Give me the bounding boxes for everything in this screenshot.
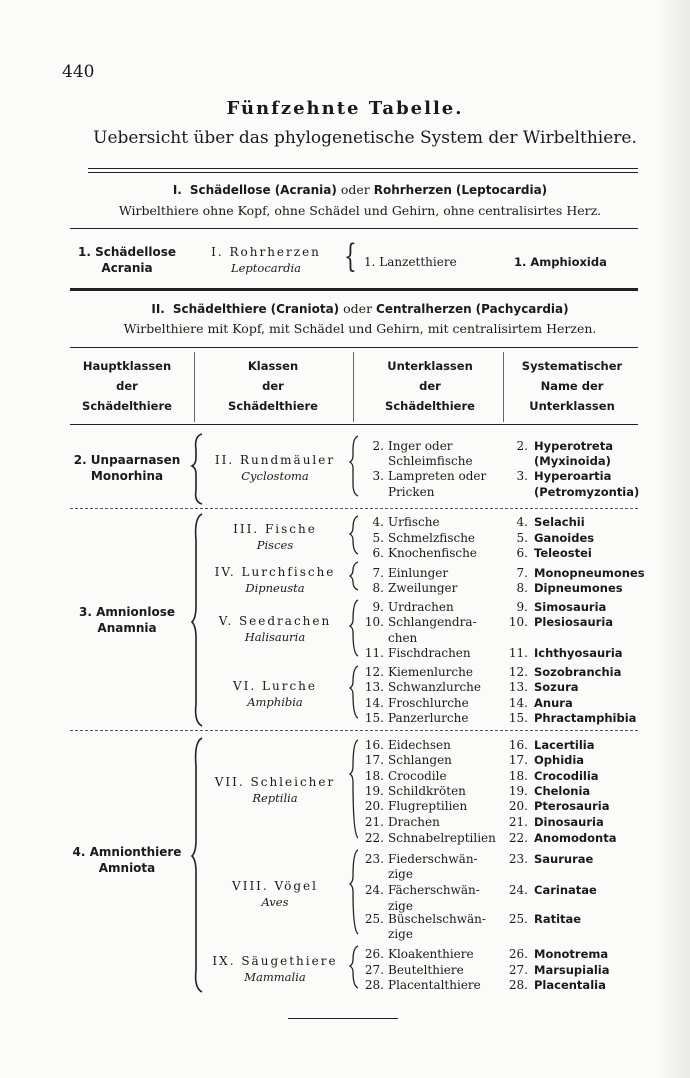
subclass-number: 9. xyxy=(372,600,384,614)
subclass-number: 28. xyxy=(364,978,384,992)
system-name: (Petromyzontia) xyxy=(534,485,640,499)
class-pisces xyxy=(198,521,352,553)
system-number: 4. xyxy=(516,515,528,529)
section2-name-la: (Craniota) xyxy=(270,302,340,316)
subclass-name: Pricken xyxy=(388,485,435,499)
group-amniota xyxy=(62,844,192,876)
system-name: Hyperoartia xyxy=(534,469,612,483)
section1-alt-de: Rohrherzen xyxy=(373,183,452,197)
subclass-name: Schnabelreptilien xyxy=(388,831,496,845)
subclass-number: 18. xyxy=(364,769,384,783)
system-number: 25. xyxy=(508,912,528,926)
header-line: Klassen xyxy=(247,359,299,373)
system-number: 14. xyxy=(508,696,528,710)
system-name: Ganoides xyxy=(534,531,595,545)
system-name: Hyperotreta xyxy=(534,439,613,453)
class-name: VII. Schleicher xyxy=(214,775,336,789)
section1-system: 1. Amphioxida xyxy=(514,255,607,269)
class-latin: Pisces xyxy=(256,538,294,552)
subclass-name: Crocodile xyxy=(388,769,447,783)
header-line: Name der xyxy=(540,379,604,393)
system-number: 22. xyxy=(508,831,528,845)
system-number: 15. xyxy=(508,711,528,725)
column-header-hauptklassen xyxy=(62,356,192,416)
class-name: II. Rundmäuler xyxy=(214,453,336,467)
subclass-name: Placentalthiere xyxy=(388,978,481,992)
system-number: 5. xyxy=(516,531,528,545)
subclass-name: Knochenfische xyxy=(388,546,477,560)
subclass-name: Panzerlurche xyxy=(388,711,469,725)
header-rule-top xyxy=(70,347,638,348)
system-name: Carinatae xyxy=(534,883,597,897)
subclass-name: Kloakenthiere xyxy=(388,947,474,961)
subclass-number: 21. xyxy=(364,815,384,829)
group-monorhina xyxy=(62,452,192,484)
subclass-number: 26. xyxy=(364,947,384,961)
system-number xyxy=(504,926,528,942)
subclass-name: Inger oder xyxy=(388,439,453,453)
system-number: 8. xyxy=(516,581,528,595)
system-name: Marsupialia xyxy=(534,963,610,977)
system-name: Sozobranchia xyxy=(534,665,622,679)
header-line: der xyxy=(116,379,138,393)
section1-heading xyxy=(30,182,690,197)
system-name: Simosauria xyxy=(534,600,607,614)
class-cyclostoma xyxy=(198,452,352,484)
section2-description: Wirbelthiere mit Kopf, mit Schädel und Gehirn, mit centralisirtem Herzen. xyxy=(123,321,597,336)
class-name: VI. Lurche xyxy=(232,679,318,693)
system-number: 3. xyxy=(516,469,528,483)
page-edge-shading xyxy=(656,0,690,1078)
system-name: Anura xyxy=(534,696,573,710)
system-name: Monotrema xyxy=(534,947,609,961)
subclass-name: Schleimfische xyxy=(388,454,473,468)
section-divider-thick xyxy=(70,288,638,291)
system-number: 18. xyxy=(508,769,528,783)
system-number: 9. xyxy=(516,600,528,614)
subclass-number: 8. xyxy=(372,581,384,595)
class-latin: Mammalia xyxy=(244,970,306,984)
system-name: Ratitae xyxy=(534,912,582,926)
system-number: 17. xyxy=(508,753,528,767)
subclass-name: Fischdrachen xyxy=(388,646,471,660)
system-number: 27. xyxy=(508,963,528,977)
class-latin: Cyclostoma xyxy=(241,469,309,483)
system-name: Ichthyosauria xyxy=(534,646,623,660)
subclass-name: Büschelschwän- xyxy=(388,912,486,926)
section2-alt-de: Centralherzen xyxy=(376,302,472,316)
subclass-number: 3. xyxy=(372,469,384,483)
subclass-name: zige xyxy=(388,867,413,881)
class-halisauria xyxy=(198,613,352,645)
subclass-number: 2. xyxy=(372,439,384,453)
section1-group xyxy=(62,244,192,276)
section1-group-line1: 1. Schädellose xyxy=(78,245,176,259)
top-rule-1 xyxy=(88,168,638,169)
subclass-name: zige xyxy=(388,927,413,941)
column-header-klassen xyxy=(196,356,350,416)
header-line: Systematischer xyxy=(521,359,623,373)
column-separator xyxy=(503,352,504,422)
class-name: VIII. Vögel xyxy=(232,879,318,893)
class-dipneusta xyxy=(198,564,352,596)
subclass-name: Schwanzlurche xyxy=(388,680,481,694)
subclass-name: Froschlurche xyxy=(388,696,469,710)
system-name: Dipneumones xyxy=(534,581,623,595)
section2-name-de: Schädelthiere xyxy=(172,302,267,316)
system-name: (Myxinoida) xyxy=(534,454,611,468)
system-name: Plesiosauria xyxy=(534,615,614,629)
subclass-name: zige xyxy=(388,899,413,913)
subclass-number xyxy=(356,926,384,942)
subclass-number: 12. xyxy=(364,665,384,679)
subclass-number: 14. xyxy=(364,696,384,710)
column-separator xyxy=(353,352,354,422)
system-name: Anomodonta xyxy=(534,831,617,845)
system-name: Dinosauria xyxy=(534,815,604,829)
header-line: Unterklassen xyxy=(529,399,615,413)
system-name: Crocodilia xyxy=(534,769,599,783)
column-header-unterklassen xyxy=(356,356,504,416)
class-reptilia xyxy=(198,774,352,806)
system-name: Pterosauria xyxy=(534,799,610,813)
section1-description: Wirbelthiere ohne Kopf, ohne Schädel und Gehirn, ohne centralisirtes Herz. xyxy=(118,203,602,218)
class-latin: Reptilia xyxy=(252,791,298,805)
system-number: 7. xyxy=(516,566,528,580)
section1-class xyxy=(196,244,336,276)
subclass-name: Beutelthiere xyxy=(388,963,464,977)
system-name: Placentalia xyxy=(534,978,606,992)
subclass-number: 24. xyxy=(364,883,384,897)
system-number xyxy=(504,866,528,882)
system-number: 16. xyxy=(508,738,528,752)
class-latin: Aves xyxy=(261,895,289,909)
group-anamnia xyxy=(62,604,192,636)
subclass-number: 7. xyxy=(372,566,384,580)
subclass-name: Fiederschwän- xyxy=(388,852,478,866)
subclass-name: Schmelzfische xyxy=(388,531,476,545)
header-line: der xyxy=(262,379,284,393)
header-rule-bottom xyxy=(70,424,638,425)
subclass-name: Kiemenlurche xyxy=(388,665,473,679)
section2-alt-la: (Pachycardia) xyxy=(475,302,569,316)
subclass-name: Eidechsen xyxy=(388,738,451,752)
subclass-name: Urfische xyxy=(388,515,440,529)
subclass-number: 11. xyxy=(364,646,384,660)
top-rule-2 xyxy=(88,172,638,173)
system-number: 19. xyxy=(508,784,528,798)
system-number: 6. xyxy=(516,546,528,560)
subclass-number: 13. xyxy=(364,680,384,694)
system-number: 20. xyxy=(508,799,528,813)
subclass-number xyxy=(356,866,384,882)
system-name: Saururae xyxy=(534,852,594,866)
section1-alt-la: (Leptocardia) xyxy=(455,183,548,197)
header-line: Hauptklassen xyxy=(82,359,172,373)
group-line: 3. Amnionlose xyxy=(79,605,175,619)
system-number xyxy=(504,484,528,500)
subclass-name: Fächerschwän- xyxy=(388,883,480,897)
system-number: 11. xyxy=(508,646,528,660)
system-name: Selachii xyxy=(534,515,585,529)
subclass-name: Schlangen xyxy=(388,753,452,767)
subclass-name: chen xyxy=(388,631,418,645)
section1-num: I. xyxy=(172,183,182,197)
class-latin: Amphibia xyxy=(247,695,303,709)
group-line: 2. Unpaarnasen xyxy=(73,453,181,467)
subclass-number: 15. xyxy=(364,711,384,725)
section1-class-name: I. Rohrherzen xyxy=(211,245,321,259)
system-number: 23. xyxy=(508,852,528,866)
class-aves xyxy=(198,878,352,910)
subclass-number: 19. xyxy=(364,784,384,798)
subclass-number: 5. xyxy=(372,531,384,545)
subclass-number: 22. xyxy=(364,831,384,845)
section1-subclass: 1. Lanzetthiere xyxy=(364,255,457,269)
footer-rule xyxy=(288,1018,398,1019)
class-latin: Halisauria xyxy=(244,630,306,644)
header-line: Schädelthiere xyxy=(82,399,172,413)
subclass-number: 27. xyxy=(364,963,384,977)
system-number: 21. xyxy=(508,815,528,829)
system-name: Teleostei xyxy=(534,546,592,560)
system-name: Sozura xyxy=(534,680,579,694)
subclass-name: Flugreptilien xyxy=(388,799,468,813)
class-name: III. Fische xyxy=(233,522,317,536)
system-name: Phractamphibia xyxy=(534,711,637,725)
subclass-name: Lampreten oder xyxy=(388,469,487,483)
section1-name-la: (Acrania) xyxy=(274,183,337,197)
header-line: Schädelthiere xyxy=(385,399,475,413)
table-subtitle: Uebersicht über das phylogenetische System der Wirbelthiere. xyxy=(93,128,637,148)
table-title: Fünfzehnte Tabelle. xyxy=(226,98,464,119)
system-number xyxy=(504,630,528,646)
subclass-name: Drachen xyxy=(388,815,440,829)
subclass-name: Schildkröten xyxy=(388,784,466,798)
section1-class-latin: Leptocardia xyxy=(230,261,302,275)
class-name: IX. Säugethiere xyxy=(212,954,338,968)
section1-oder: oder xyxy=(340,182,370,197)
group-braces xyxy=(190,430,204,1000)
system-name: Chelonia xyxy=(534,784,591,798)
system-number: 10. xyxy=(508,615,528,629)
header-line: Schädelthiere xyxy=(228,399,318,413)
group-line: Monorhina xyxy=(90,469,164,483)
class-mammalia xyxy=(198,953,352,985)
subclass-number: 16. xyxy=(364,738,384,752)
section1-name-de: Schädellose xyxy=(189,183,271,197)
system-name: Ophidia xyxy=(534,753,585,767)
system-number: 26. xyxy=(508,947,528,961)
system-number xyxy=(504,453,528,469)
group-line: 4. Amnionthiere xyxy=(72,845,182,859)
column-header-systematischer-name xyxy=(506,356,638,416)
subclass-number: 23. xyxy=(364,852,384,866)
group-line: Anamnia xyxy=(97,621,157,635)
class-latin: Dipneusta xyxy=(245,581,305,595)
subclass-number: 17. xyxy=(364,753,384,767)
subclass-number: 20. xyxy=(364,799,384,813)
page-number: 440 xyxy=(62,62,95,82)
section2-oder: oder xyxy=(343,301,373,316)
subclass-name: Schlangendra- xyxy=(388,615,477,629)
class-amphibia xyxy=(198,678,352,710)
subclass-number: 10. xyxy=(364,615,384,629)
section2-heading xyxy=(30,301,690,316)
subclass-number xyxy=(356,453,384,469)
class-name: IV. Lurchfische xyxy=(214,565,336,579)
system-number: 28. xyxy=(508,978,528,992)
subclass-number: 4. xyxy=(372,515,384,529)
system-name: Monopneumones xyxy=(534,566,645,580)
group-line: Amniota xyxy=(98,861,156,875)
subclass-number: 6. xyxy=(372,546,384,560)
class-name: V. Seedrachen xyxy=(218,614,332,628)
section1-group-line2: Acrania xyxy=(101,261,153,275)
subclass-number xyxy=(356,630,384,646)
header-line: Unterklassen xyxy=(387,359,473,373)
section1-rule-top xyxy=(70,228,638,229)
header-line: der xyxy=(419,379,441,393)
section2-num: II. xyxy=(151,302,165,316)
brace-icon: { xyxy=(344,236,357,276)
system-name: Lacertilia xyxy=(534,738,595,752)
system-number: 13. xyxy=(508,680,528,694)
subclass-name: Urdrachen xyxy=(388,600,454,614)
subclass-number: 25. xyxy=(364,912,384,926)
system-number: 24. xyxy=(508,883,528,897)
subclass-name: Zweilunger xyxy=(388,581,458,595)
subclass-number xyxy=(356,484,384,500)
subclass-name: Einlunger xyxy=(388,566,449,580)
system-number: 2. xyxy=(516,439,528,453)
system-number: 12. xyxy=(508,665,528,679)
column-separator xyxy=(194,352,195,422)
